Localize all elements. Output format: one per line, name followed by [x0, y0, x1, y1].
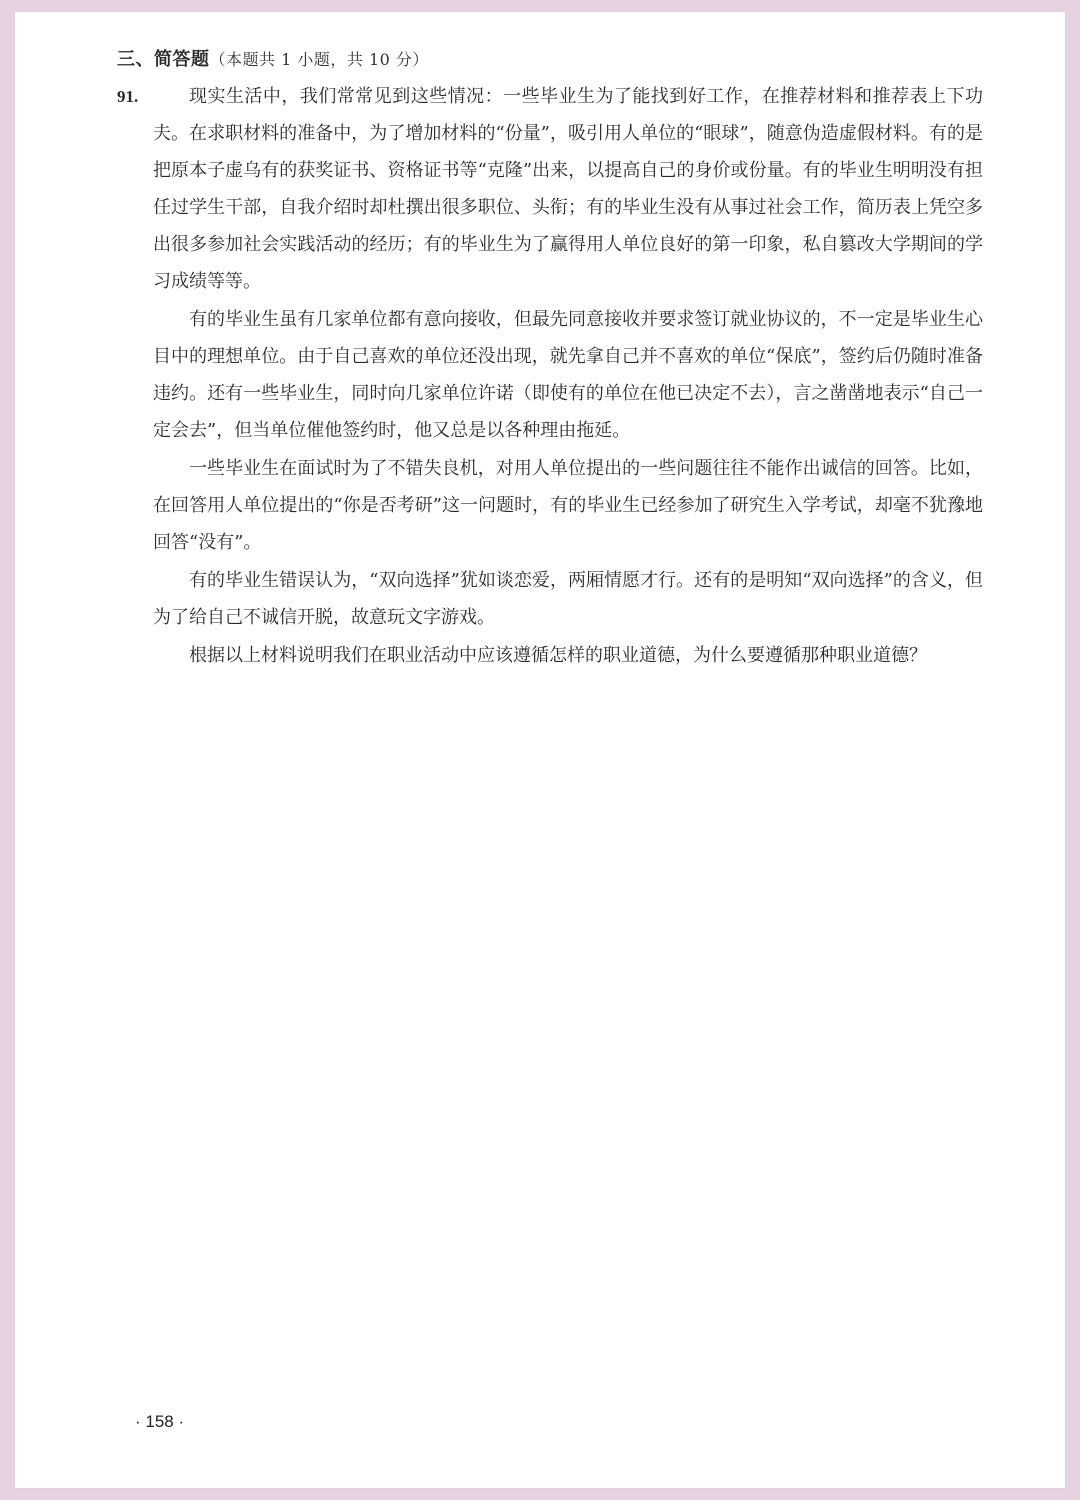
question-number: 91. — [117, 87, 139, 106]
question-body — [153, 78, 983, 674]
section-title: 三、简答题 — [117, 49, 210, 70]
document-page — [15, 12, 1065, 1488]
question-paragraph: 一些毕业生在面试时为了不错失良机，对用人单位提出的一些问题往往不能作出诚信的回答。比如，在回答用人单位提出的“你是否考研”这一问题时，有的毕业生已经参加了研究生入学考试，却毫不犹豫地回答“没有”。 — [153, 458, 983, 553]
section-heading — [117, 42, 983, 78]
question-paragraph: 有的毕业生错误认为，“双向选择”犹如谈恋爱，两厢情愿才行。还有的是明知“双向选择”的含义，但为了给自己不诚信开脱，故意玩文字游戏。 — [153, 570, 983, 628]
question-prompt: 根据以上材料说明我们在职业活动中应该遵循怎样的职业道德，为什么要遵循那种职业道德？ — [189, 645, 927, 666]
question-paragraph: 现实生活中，我们常常见到这些情况：一些毕业生为了能找到好工作，在推荐材料和推荐表上下功夫。在求职材料的准备中，为了增加材料的“份量”，吸引用人单位的“眼球”，随意伪造虚假材料。有的是把原本子虚乌有的获奖证书、资格证书等“克隆”出来，以提高自己的身价或份量。有的毕业生明明没有担任过学生干部，自我介绍时却杜撰出很多职位、头衔；有的毕业生没有从事过社会工作，简历表上凭空多出很多参加社会实践活动的经历；有的毕业生为了赢得用人单位良好的第一印象，私自篡改大学期间的学习成绩等等。 — [153, 86, 983, 292]
page-content — [117, 42, 983, 675]
page-number: · 158 · — [135, 1412, 185, 1431]
question-paragraph: 有的毕业生虽有几家单位都有意向接收，但最先同意接收并要求签订就业协议的，不一定是毕业生心目中的理想单位。由于自己喜欢的单位还没出现，就先拿自己并不喜欢的单位“保底”，签约后仍随时准备违约。还有一些毕业生，同时向几家单位许诺（即使有的单位在他已决定不去），言之凿凿地表示“自己一定会去”，但当单位催他签约时，他又总是以各种理由拖延。 — [153, 309, 983, 441]
section-note: （本题共 1 小题，共 10 分） — [209, 50, 429, 69]
question-block — [117, 78, 983, 674]
